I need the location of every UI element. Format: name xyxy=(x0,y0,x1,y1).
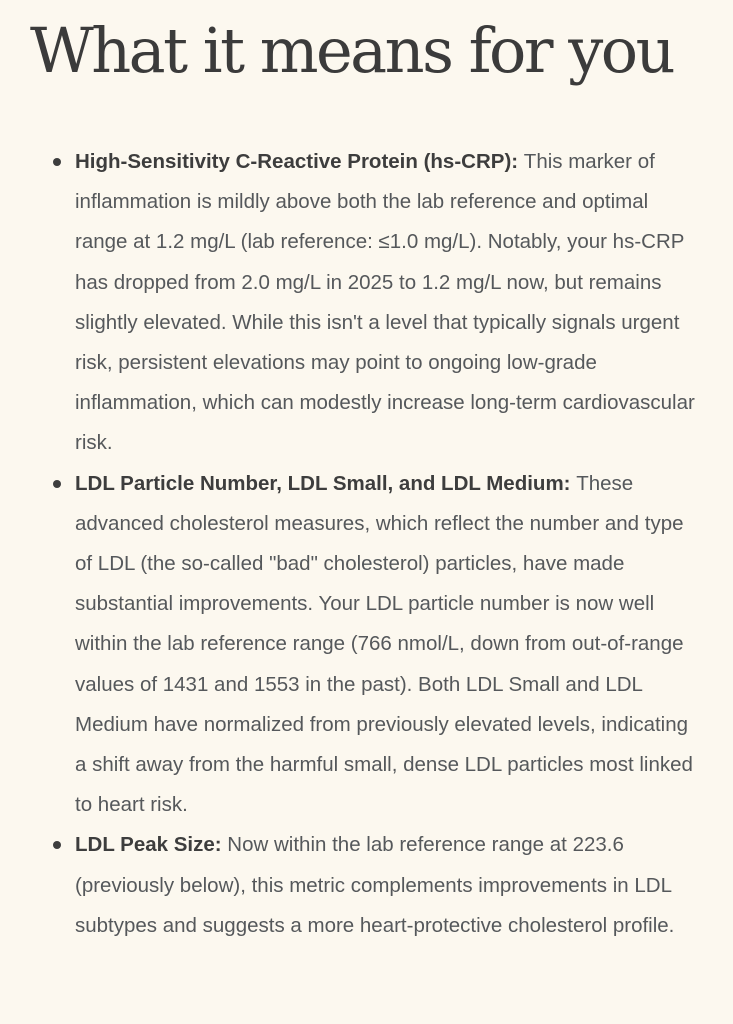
item-term: LDL Particle Number, LDL Small, and LDL Medium: xyxy=(75,471,577,495)
bullet-icon xyxy=(53,841,61,849)
list-item xyxy=(0,825,733,946)
findings-list xyxy=(0,142,733,946)
item-term: LDL Peak Size: xyxy=(75,833,228,857)
item-term: High-Sensitivity C-Reactive Protein (hs-CRP): xyxy=(75,150,524,173)
list-item xyxy=(0,464,733,826)
bullet-icon xyxy=(53,480,61,488)
item-text: These advanced cholesterol measures, which reflect the number and type of LDL (the so-called "bad" cholesterol) particles, have made substantial improvements. Your LDL particle number is now well within the lab reference range (766 nmol/L, down from out-of-range values of 1431 and 1553 in the past). Both LDL Small and LDL Medium have normalized from previously elevated levels, indicating a shift away from the harmful small, dense LDL particles most linked to heart risk. xyxy=(75,471,693,817)
page-title: What it means for you xyxy=(30,14,674,87)
list-item xyxy=(0,142,733,464)
bullet-icon xyxy=(53,158,61,166)
item-text: Now within the lab reference range at 223.6 (previously below), this metric complements improvements in LDL subtypes and suggests a more heart-protective cholesterol profile. xyxy=(75,833,675,937)
item-text: This marker of inflammation is mildly above both the lab reference and optimal range at 1.2 mg/L (lab reference: ≤1.0 mg/L). Notably, your hs-CRP has dropped from 2.0 mg/L in 2025 to 1.2 mg/L now, but remains slightly elevated. While this isn't a level that typically signals urgent risk, persistent elevations may point to ongoing low-grade inflammation, which can modestly increase long-term cardiovascular risk. xyxy=(75,150,695,455)
